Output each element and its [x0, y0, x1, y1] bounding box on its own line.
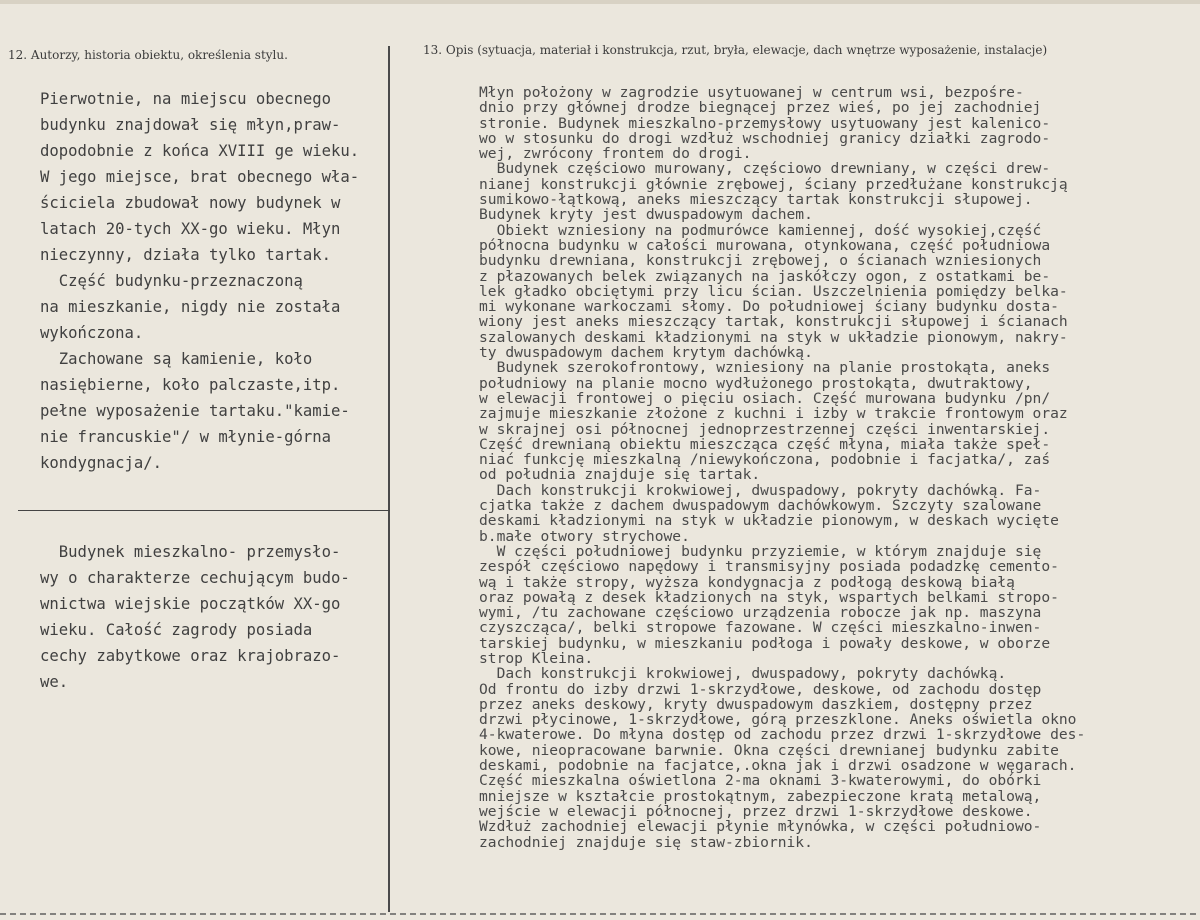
text-line: południowy na planie mocno wydłużonego prostokąta, dwutraktowy, — [479, 374, 1033, 392]
text-line: szalowanych deskami kładzionymi na styk w układzie pionowym, nakry- — [479, 328, 1068, 346]
text-line: wejście w elewacji północnej, przez drzwi 1-skrzydłowe deskowe. — [479, 802, 1033, 820]
text-line: 4-kwaterowe. Do młyna dostęp od zachodu przez drzwi 1-skrzydłowe des- — [479, 726, 1086, 744]
text-line: W jego miejsce, brat obecnego wła- — [40, 168, 360, 186]
text-line: nie francuskie"/ w młynie-górna — [40, 428, 332, 446]
text-line: na mieszkanie, nigdy nie została — [40, 298, 341, 316]
text-line: dopodobnie z końca XVIII ge wieku. — [40, 142, 360, 160]
text-line: W części południowej budynku przyziemie, w którym znajduje się — [479, 542, 1042, 560]
text-line: nianej konstrukcji głównie zrębowej, ściany przedłużane konstrukcją — [479, 175, 1068, 193]
text-line: deskami kładzionymi na styk w układzie pionowym, w deskach wycięte — [479, 512, 1059, 530]
text-line: budynku drewniana, konstrukcji zrębowej, o ścianach wzniesionych — [479, 252, 1042, 270]
text-line: wnictwa wiejskie początków XX-go — [40, 595, 341, 613]
text-line: kowe, nieopracowane barwnie. Okna części drewnianej budynku zabite — [479, 741, 1059, 759]
text-line: strop Kleina. — [479, 649, 594, 667]
text-line: cechy zabytkowe oraz krajobrazo- — [40, 647, 341, 665]
text-line: wo w stosunku do drogi wzdłuż wschodniej granicy działki zagrodo- — [479, 129, 1051, 147]
text-line: Pierwotnie, na miejscu obecnego — [40, 90, 332, 108]
text-line: kondygnacja/. — [40, 454, 163, 472]
text-line: wą i także stropy, wyższa kondygnacja z podłogą deskową białą — [479, 573, 1015, 591]
text-line: Od frontu do izby drzwi 1-skrzydłowe, deskowe, od zachodu dostęp — [479, 680, 1042, 698]
description-text — [479, 85, 1194, 850]
text-line: niać funkcję mieszkalną /niewykończona, podobnie i facjatka/, zaś — [479, 451, 1051, 469]
page-bottom-edge — [0, 913, 1200, 915]
text-line: we. — [40, 673, 69, 691]
text-line: Budynek szerokofrontowy, wzniesiony na planie prostokąta, aneks — [479, 359, 1051, 377]
text-line: zajmuje mieszkanie złożone z kuchni i izby w trakcie frontowym oraz — [479, 405, 1068, 423]
text-line: od południa znajduje się tartak. — [479, 466, 761, 484]
text-line: oraz powałą z desek kładzionych na styk, wspartych belkami stropo- — [479, 588, 1059, 606]
text-line: budynku znajdował się młyn,praw- — [40, 116, 341, 134]
text-line: drzwi płycinowe, 1-skrzydłowe, górą przeszklone. Aneks oświetla okno — [479, 711, 1077, 729]
text-line: Część drewnianą obiektu mieszcząca część młyna, miała także speł- — [479, 435, 1051, 453]
text-line: mi wykonane warkoczami słomy. Do południowej ściany budynku dosta- — [479, 298, 1059, 316]
text-line: deskami, podobnie na facjatce,.okna jak i drzwi osadzone w węgarach. — [479, 757, 1077, 775]
text-line: lek gładko obciętymi przy licu ścian. Uszczelnienia pomiędzy belka- — [479, 282, 1068, 300]
text-line: wymi, /tu zachowane częściowo urządzenia robocze jak np. maszyna — [479, 604, 1042, 622]
text-line: Obiekt wzniesiony na podmurówce kamiennej, dość wysokiej,część — [479, 221, 1042, 239]
text-line: tarskiej budynku, w mieszkaniu podłoga i powały deskowe, w oborze — [479, 634, 1051, 652]
text-line: Zachowane są kamienie, koło — [40, 350, 313, 368]
text-line: wy o charakterze cechującym budo- — [40, 569, 350, 587]
text-line: wej, zwrócony frontem do drogi. — [479, 145, 752, 163]
text-line: Budynek częściowo murowany, częściowo drewniany, w części drew- — [479, 160, 1051, 178]
text-line: nasiębierne, koło palczaste,itp. — [40, 376, 341, 394]
text-line: nieczynny, działa tylko tartak. — [40, 246, 332, 264]
text-line: Część mieszkalna oświetlona 2-ma oknami 3-kwaterowymi, do obórki — [479, 772, 1042, 790]
text-line: przez aneks deskowy, kryty dwuspadowym daszkiem, dostępny przez — [479, 695, 1033, 713]
text-line: b.małe otwory strychowe. — [479, 527, 690, 545]
text-line: wieku. Całość zagrody posiada — [40, 621, 313, 639]
text-line: Część budynku-przeznaczoną — [40, 272, 303, 290]
text-line: mniejsze w kształcie prostokątnym, zabezpieczone kratą metalową, — [479, 787, 1042, 805]
text-line: Dach konstrukcji krokwiowej, dwuspadowy, pokryty dachówką. — [479, 665, 1007, 683]
text-line: ściciela zbudował nowy budynek w — [40, 194, 341, 212]
text-line: Budynek mieszkalno- przemysło- — [40, 543, 341, 561]
text-line: stronie. Budynek mieszkalno-przemysłowy usytuowany jest kalenico- — [479, 114, 1051, 132]
text-line: pełne wyposażenie tartaku."kamie- — [40, 402, 350, 420]
text-line: latach 20-tych XX-go wieku. Młyn — [40, 220, 341, 238]
text-line: w skrajnej osi północnej jednoprzestrzennej części inwentarskiej. — [479, 420, 1051, 438]
text-line: Młyn położony w zagrodzie usytuowanej w centrum wsi, bezpośre- — [479, 84, 1024, 101]
page-top-edge — [0, 0, 1200, 4]
text-line: w elewacji frontowej o pięciu osiach. Część murowana budynku /pn/ — [479, 389, 1051, 407]
text-line: zespół częściowo napędowy i transmisyjny posiada podadzkę cemento- — [479, 558, 1059, 576]
text-line: zachodniej znajduje się staw-zbiornik. — [479, 833, 813, 851]
left-section-divider — [18, 510, 390, 511]
history-text — [40, 86, 388, 476]
text-line: Dach konstrukcji krokwiowej, dwuspadowy, pokryty dachówką. Fa- — [479, 481, 1042, 499]
text-line: wykończona. — [40, 324, 144, 342]
text-line: Wzdłuż zachodniej elewacji płynie młynówka, w części południowo- — [479, 818, 1042, 836]
section-12-heading: 12. Autorzy, historia obiektu, określenia stylu. — [8, 48, 288, 62]
text-line: wiony jest aneks mieszczący tartak, konstrukcji słupowej i ścianach — [479, 313, 1068, 331]
text-line: z płazowanych belek związanych na jaskółczy ogon, z ostatkami be- — [479, 267, 1051, 285]
text-line: czyszcząca/, belki stropowe fazowane. W części mieszkalno-inwen- — [479, 619, 1042, 637]
style-text — [40, 539, 388, 695]
text-line: sumikowo-łątkową, aneks mieszczący tartak konstrukcji słupowej. — [479, 191, 1033, 209]
text-line: północna budynku w całości murowana, otynkowana, część południowa — [479, 236, 1051, 254]
text-line: cjatka także z dachem dwuspadowym dachówkowym. Szczyty szalowane — [479, 497, 1042, 515]
text-line: dnio przy głównej drodze biegnącej przez wieś, po jej zachodniej — [479, 99, 1042, 117]
text-line: ty dwuspadowym dachem krytym dachówką. — [479, 344, 813, 362]
section-13-heading: 13. Opis (sytuacja, materiał i konstrukcja, rzut, bryła, elewacje, dach wnętrze wyposażenie, instalacje) — [423, 43, 1048, 57]
column-divider — [388, 46, 390, 912]
text-line: Budynek kryty jest dwuspadowym dachem. — [479, 206, 813, 224]
